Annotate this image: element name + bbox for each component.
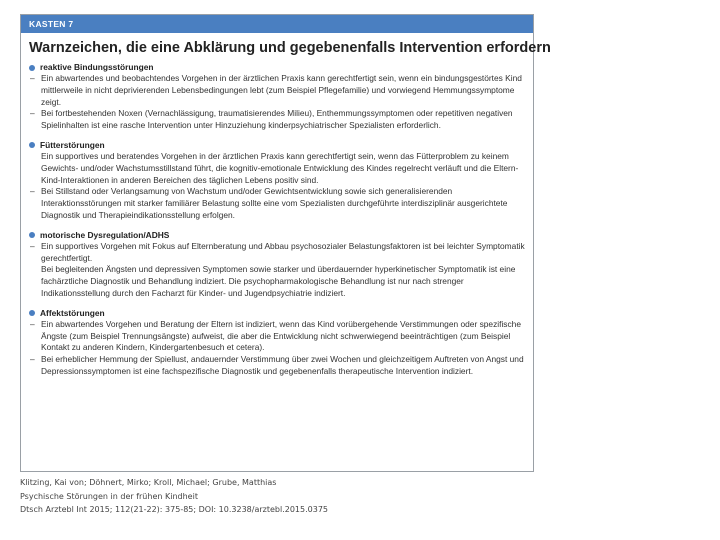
bullet-icon [29,232,35,238]
box-title: Warnzeichen, die eine Abklärung und gegebenenfalls Intervention erfordern [29,40,551,56]
citation [20,476,328,517]
section-paragraph: – Bei Stillstand oder Verlangsamung von Wachstum und/oder Gewichtsentwicklung sowie sich generalisierenden Interaktionsstörungen mit starker familiärer Belastung sollte eine vom Spezialisten durchgeführte interdisziplinär ausgerichtete Diagnostik und Therapieindikationsstellung erfolgen. [29,186,525,221]
citation-reference: Dtsch Arztebl Int 2015; 112(21-22): 375-85; DOI: 10.3238/arztebl.2015.0375 [20,505,329,514]
bullet-icon [29,65,35,71]
bullet-icon [29,142,35,148]
box-label: KASTEN 7 [21,15,533,33]
section-affective-disorders [21,308,533,378]
section-reactive-attachment [21,62,533,132]
section-paragraph: Ein supportives und beratendes Vorgehen in der ärztlichen Praxis kann gerechtfertigt sein, wenn das Fütterproblem zu keinem Gewichts- und/oder Wachstumsstillstand führt, die kognitiv-emotionale Entwicklung des Kindes regelrecht verläuft und die Eltern-Kind-Interaktionen in anderen Bereichen des täglichen Lebens positiv sind. [41,150,519,185]
section-heading: Affektstörungen [40,307,105,318]
section-paragraph: – Bei fortbestehenden Noxen (Vernachlässigung, traumatisierendes Milieu), Enthemmungssymptomen oder repetitiven negativen Spielinhalten ist eine rasche Intervention unter Hinzuziehung kinderpsychiatrischer Spezialisten erforderlich. [29,108,525,132]
section-feeding-disorders [21,140,533,222]
section-paragraph: – Ein abwartendes und beobachtendes Vorgehen in der ärztlichen Praxis kann gerechtfertigt sein, wenn ein bindungsgestörtes Kind mittlerweile in nicht deprivierenden Lebensbedingungen lebt (zum Beispiel Pflegefamilie) und vorwiegend Hemmungssymptome zeigt. [29,73,525,108]
citation-authors: Klitzing, Kai von; Döhnert, Mirko; Kroll, Michael; Grube, Matthias [20,478,277,487]
section-paragraph: – Bei erheblicher Hemmung der Spiellust, andauernder Verstimmung über zwei Wochen und gleichzeitigem Auftreten von Angst und Depressionssymptomen ist eine fachspezifische Diagnostik und gegebenenfalls therapeutische Intervention indiziert. [29,354,525,378]
section-paragraph: – Ein supportives Vorgehen mit Fokus auf Elternberatung und Abbau psychosozialer Belastungsfaktoren ist bei leichter Symptomatik gerechtfertigt. [29,241,525,265]
bullet-icon [29,310,35,316]
citation-title: Psychische Störungen in der frühen Kindheit [20,491,198,501]
section-heading: reaktive Bindungsstörungen [40,62,154,72]
section-paragraph: Bei begleitenden Ängsten und depressiven Symptomen sowie starker und überdauernder hyperkinetischer Symptomatik ist eine fachärztliche Diagnostik und Behandlung indiziert. Die psychopharmakologische Behandlung ist nur nach strenger Indikationsstellung durch den Facharzt für Kinder- und Jugendpsychiatrie indiziert. [41,264,516,298]
section-paragraph: – Ein abwartendes Vorgehen und Beratung der Eltern ist indiziert, wenn das Kind vorübergehende Verstimmungen oder spezifische Ängste (zum Beispiel Trennungsängste) aufweist, die aber die Entwicklung nicht schwerwiegend beeinträchtigen (zum Beispiel Kontakt zu anderen Kindern, Kindergartenbesuch et cetera). [29,319,525,354]
info-box [20,14,551,472]
section-heading: motorische Dysregulation/ADHS [40,229,170,240]
section-heading: Fütterstörungen [40,139,105,150]
section-motor-dysregulation [21,230,533,300]
